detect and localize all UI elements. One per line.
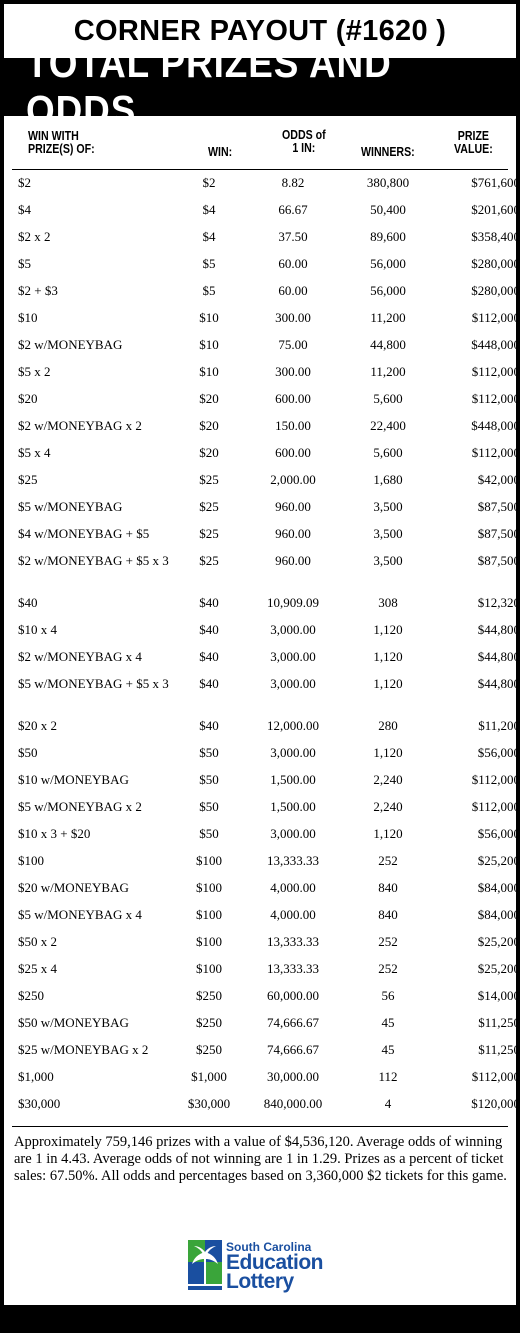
logo-line-3: Lottery	[226, 1270, 294, 1293]
table-row	[0, 1090, 520, 1117]
prize-cell: $50 w/MONEYBAG	[18, 1015, 129, 1030]
prize-cell: $2 w/MONEYBAG x 4	[18, 649, 142, 664]
table-row	[0, 331, 520, 358]
win-cell: $250	[196, 1042, 222, 1057]
odds-cell: 960.00	[275, 526, 311, 541]
win-cell: $40	[199, 649, 219, 664]
table-row	[0, 169, 520, 196]
win-cell: $50	[199, 745, 219, 760]
win-cell: $40	[199, 676, 219, 691]
table-row	[0, 847, 520, 874]
table-row	[0, 196, 520, 223]
value-cell: $112,000	[471, 799, 520, 814]
winners-cell: 3,500	[373, 526, 403, 541]
odds-cell: 2,000.00	[270, 472, 316, 487]
win-cell: $25	[199, 553, 219, 568]
header-odds: ODDS of 1 IN:	[282, 128, 326, 155]
odds-cell: 840,000.00	[263, 1096, 323, 1111]
win-cell: $40	[199, 622, 219, 637]
value-cell: $87,500	[477, 526, 520, 541]
odds-cell: 600.00	[275, 391, 311, 406]
value-cell: $87,500	[477, 499, 520, 514]
win-cell: $25	[199, 472, 219, 487]
winners-cell: 112	[378, 1069, 398, 1084]
value-cell: $11,250	[478, 1042, 520, 1057]
value-cell: $25,200	[477, 934, 520, 949]
table-row	[0, 616, 520, 643]
prize-cell: $10 w/MONEYBAG	[18, 772, 129, 787]
value-cell: $12,320	[477, 595, 520, 610]
win-cell: $10	[199, 364, 219, 379]
value-cell: $44,800	[477, 622, 520, 637]
table-row	[0, 250, 520, 277]
prize-cell: $1,000	[18, 1069, 54, 1084]
winners-cell: 3,500	[373, 553, 403, 568]
table-row	[0, 358, 520, 385]
table-row	[0, 304, 520, 331]
win-cell: $5	[202, 256, 216, 271]
win-cell: $25	[199, 499, 219, 514]
value-cell: $84,000	[477, 880, 520, 895]
table-row	[0, 901, 520, 928]
header-winners: WINNERS:	[361, 145, 415, 159]
winners-cell: 5,600	[373, 391, 403, 406]
winners-cell: 45	[381, 1015, 395, 1030]
odds-cell: 960.00	[275, 499, 311, 514]
value-cell: $56,000	[477, 826, 520, 841]
table-row	[0, 547, 520, 589]
value-cell: $11,250	[478, 1015, 520, 1030]
prize-cell: $40	[18, 595, 38, 610]
odds-cell: 3,000.00	[270, 649, 316, 664]
winners-cell: 11,200	[370, 310, 406, 325]
value-cell: $112,000	[471, 391, 520, 406]
value-cell: $14,000	[477, 988, 520, 1003]
prize-cell: $2	[18, 175, 31, 190]
table-row	[0, 874, 520, 901]
prize-cell: $50 x 2	[18, 934, 57, 949]
odds-cell: 960.00	[275, 553, 311, 568]
odds-cell: 300.00	[275, 310, 311, 325]
value-cell: $448,000	[471, 418, 520, 433]
table-row	[0, 670, 520, 712]
logo-line-1: South Carolina	[226, 1240, 312, 1254]
footer-divider	[12, 1126, 508, 1127]
value-cell: $87,500	[477, 553, 520, 568]
winners-cell: 2,240	[373, 772, 403, 787]
prize-cell: $20 w/MONEYBAG	[18, 880, 129, 895]
win-cell: $100	[196, 934, 222, 949]
win-cell: $250	[196, 1015, 222, 1030]
winners-cell: 44,800	[370, 337, 406, 352]
winners-cell: 840	[378, 907, 398, 922]
win-cell: $4	[202, 202, 216, 217]
win-cell: $100	[196, 853, 222, 868]
odds-cell: 300.00	[275, 364, 311, 379]
table-row	[0, 412, 520, 439]
odds-cell: 74,666.67	[267, 1015, 319, 1030]
winners-cell: 56	[381, 988, 395, 1003]
prize-cell: $50	[18, 745, 38, 760]
palmetto-logo-icon	[188, 1240, 222, 1292]
odds-cell: 10,909.09	[267, 595, 319, 610]
value-cell: $201,600	[471, 202, 520, 217]
win-cell: $250	[196, 988, 222, 1003]
odds-cell: 1,500.00	[270, 799, 316, 814]
win-cell: $40	[199, 595, 219, 610]
win-cell: $2	[202, 175, 216, 190]
prizes-banner	[0, 40, 520, 133]
value-cell: $44,800	[477, 649, 520, 664]
odds-cell: 1,500.00	[270, 772, 316, 787]
value-cell: $358,400	[471, 229, 520, 244]
prize-cell: $5 w/MONEYBAG	[18, 499, 123, 514]
odds-cell: 13,333.33	[267, 934, 319, 949]
table-row	[0, 223, 520, 250]
winners-cell: 11,200	[370, 364, 406, 379]
win-cell: $10	[199, 337, 219, 352]
value-cell: $25,200	[477, 961, 520, 976]
prize-cell: $2 w/MONEYBAG x 2	[18, 418, 142, 433]
odds-cell: 75.00	[278, 337, 308, 352]
table-row	[0, 1036, 520, 1063]
prize-table-body	[0, 169, 520, 1117]
header-value: PRIZE VALUE:	[454, 129, 493, 156]
value-cell: $11,200	[478, 718, 520, 733]
win-cell: $100	[196, 880, 222, 895]
win-cell: $50	[199, 799, 219, 814]
value-cell: $25,200	[477, 853, 520, 868]
winners-cell: 45	[381, 1042, 395, 1057]
odds-cell: 3,000.00	[270, 622, 316, 637]
winners-cell: 56,000	[370, 283, 406, 298]
odds-summary: Approximately 759,146 prizes with a value of $4,536,120. Average odds of winning are 1 in 4.43. Average odds of not winning are 1 in 1.29. Prizes as a percent of ticket sales: 67.50%. All odds and percentages based on 3,360,000 $2 tickets for this game.	[14, 1134, 507, 1184]
table-row	[0, 739, 520, 766]
value-cell: $112,000	[471, 772, 520, 787]
winners-cell: 1,120	[373, 649, 403, 664]
table-row	[0, 589, 520, 616]
table-row	[0, 1063, 520, 1090]
win-cell: $40	[199, 718, 219, 733]
value-cell: $112,000	[471, 310, 520, 325]
table-row	[0, 766, 520, 793]
winners-cell: 22,400	[370, 418, 406, 433]
win-cell: $50	[199, 826, 219, 841]
value-cell: $56,000	[477, 745, 520, 760]
odds-cell: 37.50	[278, 229, 308, 244]
prize-cell: $5 w/MONEYBAG + $5 x 3	[18, 676, 169, 691]
win-cell: $20	[199, 418, 219, 433]
prize-cell: $100	[18, 853, 44, 868]
prize-cell: $4	[18, 202, 31, 217]
winners-cell: 840	[378, 880, 398, 895]
prize-cell: $5	[18, 256, 31, 271]
prize-cell: $5 x 2	[18, 364, 51, 379]
prize-cell: $25	[18, 472, 38, 487]
win-cell: $4	[202, 229, 216, 244]
winners-cell: 1,120	[373, 745, 403, 760]
value-cell: $120,000	[471, 1096, 520, 1111]
table-row	[0, 712, 520, 739]
prize-cell: $2 + $3	[18, 283, 58, 298]
table-row	[0, 520, 520, 547]
winners-cell: 4	[384, 1096, 392, 1111]
prize-cell: $5 w/MONEYBAG x 2	[18, 799, 142, 814]
odds-cell: 60.00	[278, 256, 308, 271]
value-cell: $448,000	[471, 337, 520, 352]
table-row	[0, 277, 520, 304]
table-header	[0, 122, 520, 170]
winners-cell: 2,240	[373, 799, 403, 814]
win-cell: $1,000	[191, 1069, 227, 1084]
prize-cell: $5 w/MONEYBAG x 4	[18, 907, 142, 922]
winners-cell: 50,400	[370, 202, 406, 217]
table-row	[0, 793, 520, 820]
table-row	[0, 955, 520, 982]
value-cell: $280,000	[471, 283, 520, 298]
odds-cell: 12,000.00	[267, 718, 319, 733]
sc-education-lottery-logo	[188, 1240, 338, 1296]
winners-cell: 252	[378, 934, 398, 949]
prize-cell: $2 w/MONEYBAG	[18, 337, 123, 352]
value-cell: $761,600	[471, 175, 520, 190]
odds-cell: 3,000.00	[270, 676, 316, 691]
winners-cell: 56,000	[370, 256, 406, 271]
odds-cell: 60,000.00	[267, 988, 319, 1003]
table-row	[0, 466, 520, 493]
winners-cell: 89,600	[370, 229, 406, 244]
winners-cell: 308	[378, 595, 398, 610]
prize-cell: $4 w/MONEYBAG + $5	[18, 526, 150, 541]
prize-cell: $25 w/MONEYBAG x 2	[18, 1042, 149, 1057]
odds-cell: 600.00	[275, 445, 311, 460]
winners-cell: 1,120	[373, 622, 403, 637]
value-cell: $42,000	[477, 472, 520, 487]
table-row	[0, 982, 520, 1009]
winners-cell: 1,680	[373, 472, 403, 487]
value-cell: $112,000	[471, 364, 520, 379]
table-row	[0, 1009, 520, 1036]
prize-cell: $30,000	[18, 1096, 61, 1111]
winners-cell: 380,800	[366, 175, 410, 190]
value-cell: $280,000	[471, 256, 520, 271]
odds-cell: 13,333.33	[267, 853, 319, 868]
prize-cell: $10	[18, 310, 38, 325]
winners-cell: 1,120	[373, 826, 403, 841]
win-cell: $25	[199, 526, 219, 541]
game-title: CORNER PAYOUT (#1620 )	[73, 14, 447, 47]
odds-cell: 60.00	[278, 283, 308, 298]
value-cell: $112,000	[471, 1069, 520, 1084]
bottom-bar	[0, 1305, 520, 1333]
win-cell: $50	[199, 772, 219, 787]
prize-table	[0, 169, 520, 1117]
win-cell: $20	[199, 391, 219, 406]
prize-cell: $250	[18, 988, 44, 1003]
odds-cell: 74,666.67	[267, 1042, 319, 1057]
prize-cell: $10 x 3 + $20	[18, 826, 91, 841]
prize-cell: $20 x 2	[18, 718, 57, 733]
win-cell: $100	[196, 907, 222, 922]
winners-cell: 1,120	[373, 676, 403, 691]
header-win: WIN:	[208, 145, 233, 159]
odds-cell: 150.00	[275, 418, 311, 433]
odds-cell: 3,000.00	[270, 826, 316, 841]
win-cell: $10	[199, 310, 219, 325]
odds-cell: 8.82	[281, 175, 305, 190]
value-cell: $84,000	[477, 907, 520, 922]
winners-cell: 3,500	[373, 499, 403, 514]
odds-cell: 4,000.00	[270, 880, 316, 895]
odds-cell: 66.67	[278, 202, 308, 217]
winners-cell: 280	[378, 718, 398, 733]
winners-cell: 5,600	[373, 445, 403, 460]
odds-cell: 13,333.33	[267, 961, 319, 976]
win-cell: $30,000	[187, 1096, 231, 1111]
prize-cell: $20	[18, 391, 38, 406]
prize-cell: $10 x 4	[18, 622, 57, 637]
win-cell: $100	[196, 961, 222, 976]
winners-cell: 252	[378, 961, 398, 976]
table-row	[0, 643, 520, 670]
header-prize: WIN WITH PRIZE(S) OF:	[28, 129, 95, 156]
table-row	[0, 439, 520, 466]
odds-cell: 30,000.00	[267, 1069, 319, 1084]
odds-cell: 4,000.00	[270, 907, 316, 922]
table-row	[0, 493, 520, 520]
odds-cell: 3,000.00	[270, 745, 316, 760]
value-cell: $44,800	[477, 676, 520, 691]
value-cell: $112,000	[471, 445, 520, 460]
prize-cell: $2 w/MONEYBAG + $5 x 3	[18, 553, 169, 568]
prize-cell: $25 x 4	[18, 961, 57, 976]
winners-cell: 252	[378, 853, 398, 868]
win-cell: $20	[199, 445, 219, 460]
table-row	[0, 928, 520, 955]
table-row	[0, 820, 520, 847]
logo-line-2: Education	[226, 1251, 324, 1274]
prize-cell: $2 x 2	[18, 229, 51, 244]
prize-cell: $5 x 4	[18, 445, 51, 460]
win-cell: $5	[202, 283, 216, 298]
prizes-banner-text: TOTAL PRIZES AND ODDS	[26, 40, 392, 133]
table-row	[0, 385, 520, 412]
